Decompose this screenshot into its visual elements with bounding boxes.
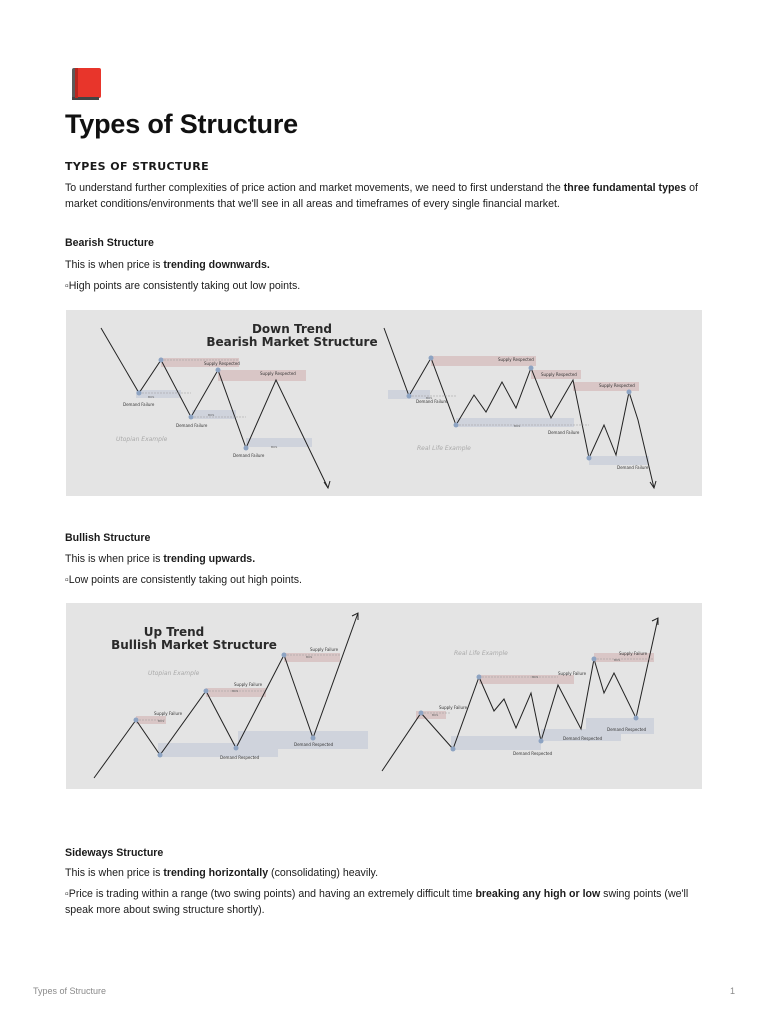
svg-text:Utopian Example: Utopian Example <box>116 436 168 443</box>
svg-text:Demand Respected: Demand Respected <box>563 736 603 741</box>
sideways-line1: This is when price is trending horizontally (consolidating) heavily. <box>65 867 379 879</box>
bullish-line1: This is when price is trending upwards. <box>65 553 256 565</box>
svg-text:Demand Failure: Demand Failure <box>416 399 448 404</box>
section-heading: TYPES OF STRUCTURE <box>65 160 210 173</box>
svg-text:Supply Respected: Supply Respected <box>541 372 577 377</box>
svg-text:Demand Respected: Demand Respected <box>513 751 553 756</box>
bullish-line2: ▫Low points are consistently taking out high points. <box>65 574 302 586</box>
svg-text:Supply Respected: Supply Respected <box>260 371 296 376</box>
svg-text:Supply Failure: Supply Failure <box>310 647 339 652</box>
svg-text:BOS: BOS <box>614 658 621 662</box>
svg-text:Demand Failure: Demand Failure <box>617 465 649 470</box>
bearish-structure-figure <box>66 310 702 496</box>
svg-text:BOS: BOS <box>148 395 155 399</box>
footer-document-title: Types of Structure <box>33 986 107 996</box>
svg-text:Demand Failure: Demand Failure <box>548 430 580 435</box>
svg-text:Supply Failure: Supply Failure <box>619 651 648 656</box>
svg-text:BOS: BOS <box>306 655 313 659</box>
bullish-heading: Bullish Structure <box>65 532 151 544</box>
svg-text:Supply Respected: Supply Respected <box>599 383 635 388</box>
svg-text:Supply Failure: Supply Failure <box>234 682 263 687</box>
sideways-line2: ▫Price is trading within a range (two swing points) and having an extremely difficult time breaking any high or low swing points (we'll speak more about swing structure shortly). <box>65 888 689 916</box>
svg-text:BOS: BOS <box>514 424 521 428</box>
svg-text:Down Trend: Down Trend <box>251 322 333 336</box>
svg-text:Demand Failure: Demand Failure <box>233 453 265 458</box>
page-title: Types of Structure <box>65 109 298 139</box>
svg-text:Demand Failure: Demand Failure <box>123 402 155 407</box>
bearish-heading: Bearish Structure <box>65 237 154 249</box>
svg-text:BOS: BOS <box>532 675 539 679</box>
svg-text:Bearish Market Structure: Bearish Market Structure <box>206 335 378 349</box>
intro-paragraph: To understand further complexities of price action and market movements, we need to first understand the three fundamental types of market conditions/environments that we'll see in all areas and timeframes of every single financial market. <box>65 182 698 210</box>
svg-text:Demand Respected: Demand Respected <box>607 727 647 732</box>
svg-text:Demand Failure: Demand Failure <box>176 423 208 428</box>
bearish-line1: This is when price is trending downwards. <box>65 259 270 271</box>
svg-text:Demand Respected: Demand Respected <box>220 755 260 760</box>
svg-text:Utopian Example: Utopian Example <box>148 670 200 677</box>
svg-text:Real Life Example: Real Life Example <box>454 650 508 657</box>
sideways-heading: Sideways Structure <box>65 847 164 859</box>
svg-text:Demand Respected: Demand Respected <box>294 742 334 747</box>
svg-text:Bullish Market Structure: Bullish Market Structure <box>111 638 277 652</box>
red-book-icon <box>70 67 102 101</box>
svg-text:BOS: BOS <box>432 713 439 717</box>
svg-text:Real Life Example: Real Life Example <box>417 445 471 452</box>
svg-text:BOS: BOS <box>158 719 165 723</box>
svg-text:Supply Failure: Supply Failure <box>439 705 468 710</box>
bullish-structure-figure <box>66 603 702 789</box>
svg-text:BOS: BOS <box>271 445 278 449</box>
bearish-line2: ▫High points are consistently taking out low points. <box>65 280 301 292</box>
svg-text:Supply Respected: Supply Respected <box>498 357 534 362</box>
footer-page-number: 1 <box>730 986 736 996</box>
svg-text:Supply Failure: Supply Failure <box>558 671 587 676</box>
svg-text:BOS: BOS <box>232 689 239 693</box>
svg-text:Supply Failure: Supply Failure <box>154 711 183 716</box>
svg-text:BOS: BOS <box>208 413 215 417</box>
svg-text:Up Trend: Up Trend <box>143 625 205 639</box>
svg-text:Supply Respected: Supply Respected <box>204 361 240 366</box>
svg-text:BOS: BOS <box>426 396 433 400</box>
